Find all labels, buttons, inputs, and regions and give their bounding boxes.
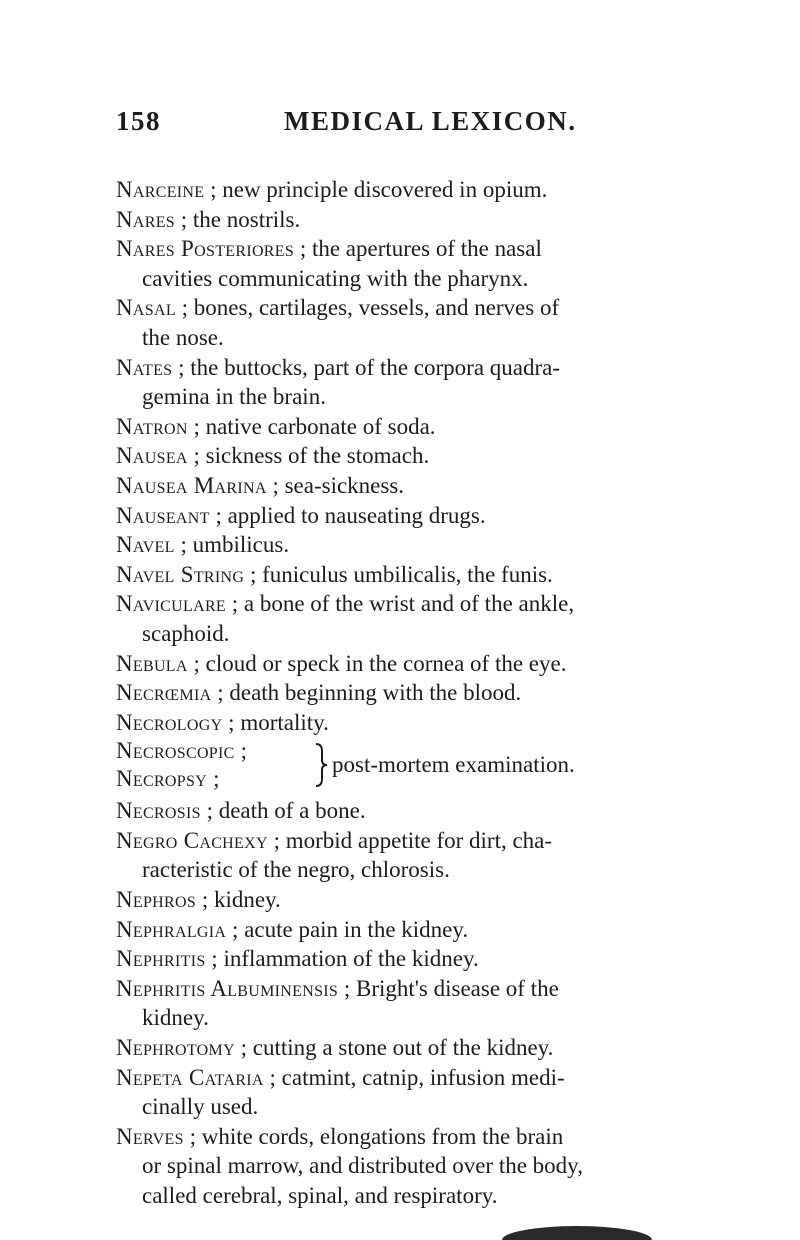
- entry-term: Negro Cachexy: [116, 827, 268, 853]
- entry-definition: applied to nauseating drugs.: [227, 502, 486, 528]
- entry-term: Nares Posteriores: [116, 236, 295, 262]
- entry-definition: or spinal marrow, and distributed over the body,: [142, 1153, 583, 1179]
- entry-separator: ;: [234, 1035, 253, 1061]
- dictionary-entry: [116, 885, 736, 915]
- entry-definition: umbilicus.: [192, 532, 290, 558]
- entry-term: Nates: [116, 354, 173, 380]
- entry-separator: ;: [226, 591, 244, 617]
- dictionary-entry: [116, 501, 736, 531]
- dictionary-entry: [116, 471, 736, 501]
- entry-separator: ;: [200, 798, 219, 824]
- entry-separator: ;: [244, 561, 263, 587]
- entry-definition: inflammation of the kidney.: [223, 946, 479, 972]
- entry-definition: sea-sickness.: [284, 472, 405, 498]
- entry-term: Navel String: [116, 561, 245, 587]
- entry-definition: racteristic of the negro, chlorosis.: [142, 857, 450, 883]
- entry-definition: kidney.: [213, 887, 281, 913]
- entry-separator: ;: [196, 887, 214, 913]
- dictionary-entry: [116, 678, 736, 708]
- running-title: MEDICAL LEXICON.: [284, 106, 577, 136]
- dictionary-entry: [116, 205, 736, 235]
- entry-definition: post-mortem examination.: [332, 752, 575, 778]
- entry-separator: ;: [205, 946, 224, 972]
- entry-term: Nephros: [116, 887, 197, 913]
- entry-definition: mortality.: [240, 709, 329, 735]
- entry-definition: scaphoid.: [142, 620, 230, 646]
- dictionary-entry: [116, 412, 736, 442]
- entry-definition: native carbonate of soda.: [205, 413, 436, 439]
- dictionary-entry: [116, 441, 736, 471]
- entry-term: Necroscopic ;: [116, 738, 248, 764]
- entry-term: Navel: [116, 532, 175, 558]
- dictionary-entry: [116, 826, 736, 856]
- entry-definition: cavities communicating with the pharynx.: [142, 265, 529, 291]
- entry-separator: ;: [175, 206, 193, 232]
- dictionary-entry: [116, 1122, 736, 1152]
- entry-definition: death beginning with the blood.: [229, 680, 522, 706]
- entry-separator: ;: [187, 413, 206, 439]
- entry-separator: ;: [187, 650, 206, 676]
- dictionary-entry: [116, 915, 736, 945]
- entry-term: Nerves: [116, 1123, 184, 1149]
- entry-separator: ;: [175, 295, 194, 321]
- entry-term: Naviculare: [116, 591, 226, 617]
- entry-definition: cloud or speck in the cornea of the eye.: [205, 650, 567, 676]
- dictionary-entry: [116, 175, 736, 205]
- dictionary-entry: [116, 353, 736, 383]
- entry-list: [116, 175, 736, 1211]
- entry-term: Nausea Marina: [116, 472, 267, 498]
- dictionary-entry: [116, 1033, 736, 1063]
- entry-definition: white cords, elongations from the brain: [201, 1123, 564, 1149]
- dictionary-entry: [116, 234, 736, 264]
- entry-term: Nepeta Cataria: [116, 1064, 264, 1090]
- print-smudge: [502, 1226, 652, 1240]
- entry-term: Necrosis: [116, 798, 201, 824]
- entry-continuation: [116, 382, 736, 412]
- entry-definition: the nose.: [142, 324, 224, 350]
- entry-separator: ;: [266, 472, 285, 498]
- dictionary-entry: [116, 944, 736, 974]
- entry-term: Narceine: [116, 177, 205, 202]
- entry-separator: ;: [211, 680, 230, 706]
- entry-term: Nares: [116, 206, 176, 232]
- entry-definition: cutting a stone out of the kidney.: [252, 1035, 554, 1061]
- entry-separator: ;: [183, 1123, 202, 1149]
- entry-definition: cinally used.: [142, 1094, 259, 1120]
- entry-term: Necrology: [116, 709, 223, 735]
- dictionary-entry: [116, 649, 736, 679]
- entry-definition: Bright's disease of the: [355, 975, 559, 1001]
- entry-separator: ;: [204, 177, 223, 202]
- entry-separator: ;: [172, 354, 191, 380]
- entry-definition: death of a bone.: [218, 798, 366, 824]
- entry-separator: ;: [263, 1064, 282, 1090]
- entry-continuation: [116, 619, 736, 649]
- entry-term: Nauseant: [116, 502, 210, 528]
- entry-term: Natron: [116, 413, 188, 439]
- dictionary-entry: [116, 530, 736, 560]
- entry-term: Nasal: [116, 295, 176, 321]
- dictionary-entry: [116, 293, 736, 323]
- page-header: [116, 106, 736, 146]
- dictionary-entry: [116, 560, 736, 590]
- entry-separator: ;: [187, 443, 206, 469]
- entry-term: Necropsy ;: [116, 766, 220, 792]
- entry-continuation: [116, 1181, 736, 1211]
- entry-continuation: [116, 1003, 736, 1033]
- dictionary-entry: [116, 974, 736, 1004]
- entry-definition: bones, cartilages, vessels, and nerves of: [193, 295, 560, 321]
- entry-separator: ;: [294, 236, 312, 262]
- entry-definition: gemina in the brain.: [142, 384, 326, 410]
- entry-definition: kidney.: [142, 1005, 209, 1031]
- entry-term: Nebula: [116, 650, 188, 676]
- dictionary-entry: [116, 708, 736, 738]
- dictionary-entry: [116, 796, 736, 826]
- entry-term: Nephrotomy: [116, 1035, 235, 1061]
- entry-group-necroscopic-necropsy: [116, 737, 736, 796]
- entry-definition: a bone of the wrist and of the ankle,: [243, 591, 575, 617]
- brace-icon: [314, 743, 328, 787]
- entry-term: Necrœmia: [116, 680, 212, 706]
- entry-definition: the apertures of the nasal: [311, 236, 542, 262]
- page-number: 158: [116, 106, 161, 136]
- entry-continuation: [116, 264, 736, 294]
- entry-definition: acute pain in the kidney.: [244, 916, 469, 942]
- dictionary-entry: [116, 1063, 736, 1093]
- entry-continuation: [116, 323, 736, 353]
- entry-term: Nephritis: [116, 946, 206, 972]
- entry-term: Nephritis Albuminensis: [116, 975, 339, 1001]
- entry-separator: ;: [267, 827, 286, 853]
- entry-separator: ;: [226, 916, 245, 942]
- entry-term: Nephralgia: [116, 916, 227, 942]
- entry-definition: called cerebral, spinal, and respiratory.: [142, 1183, 498, 1208]
- entry-continuation: [116, 855, 736, 885]
- entry-separator: ;: [209, 502, 228, 528]
- entry-continuation: [116, 1092, 736, 1122]
- entry-separator: ;: [222, 709, 241, 735]
- entry-separator: ;: [338, 975, 356, 1001]
- entry-definition: sickness of the stomach.: [205, 443, 430, 469]
- entry-separator: ;: [174, 532, 193, 558]
- entry-definition: catmint, catnip, infusion medi-: [281, 1064, 565, 1090]
- entry-definition: the buttocks, part of the corpora quadra-: [190, 354, 561, 380]
- entry-definition: new principle discovered in opium.: [222, 177, 548, 202]
- dictionary-entry: [116, 589, 736, 619]
- entry-continuation: [116, 1151, 736, 1181]
- entry-definition: the nostrils.: [192, 206, 301, 232]
- entry-definition: funiculus umbilicalis, the funis.: [262, 561, 553, 587]
- entry-definition: morbid appetite for dirt, cha-: [285, 827, 553, 853]
- entry-term: Nausea: [116, 443, 188, 469]
